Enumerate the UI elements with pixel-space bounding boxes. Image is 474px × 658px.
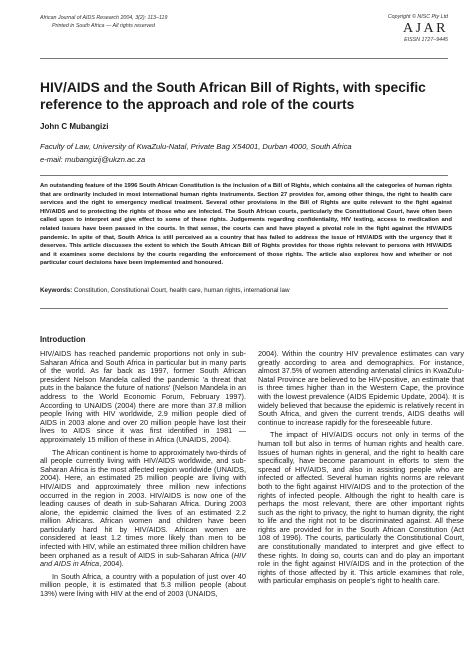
journal-masthead <box>388 14 448 44</box>
body-text: , 2004). <box>99 559 124 569</box>
article-title: HIV/AIDS and the South African Bill of Rights, with specific reference to the approach and role of the courts <box>40 80 426 112</box>
body-paragraph: In South Africa, a country with a population of just over 40 million people, it is estimated that 5.3 million people (about 13%) were living with HIV at the end of 2003 (UNAIDS, <box>40 571 246 599</box>
abstract-top-divider <box>40 175 448 176</box>
body-paragraph: 2004). Within the country HIV prevalence estimates can vary greatly according to area and demographics. For instance, almost 37.5% of women attending antenatal clinics in KwaZulu-Natal Province are believed to be HIV-positive, an estimate that is three times higher than in the Western Cape, the province with the lowest prevalence (AIDS Epidemic Update, 2004). It is widely believed that because the epidemic is relatively recent in South Africa, and given the current trends, AIDS deaths will continue to increase rapidly for the foreseeable future. <box>258 349 464 427</box>
author-affiliation: Faculty of Law, University of KwaZulu-Natal, Private Bag X54001, Durban 4000, South Africa <box>40 142 352 151</box>
body-paragraph: HIV/AIDS has reached pandemic proportions not only in sub-Saharan Africa and South Africa in particular but in many parts of the world. As far back as 1997, former South African president Nelson Mandela called the pandemic 'a threat that puts in the balance the future of nations' (Nelson Mandela in an address to the World Economic Forum, February 1997). According to UNAIDS (2004) there are more than 37.8 million people living with HIV worldwide, 2.9 million people died of AIDS in 2003 alone and over 20 million people have lost their lives to AIDS since it was first identified in 1981 — approximately 15 million of these in Africa (UNAIDS, 2004). <box>40 349 246 444</box>
printed-notice: Printed in South Africa — All rights reserved <box>52 22 155 29</box>
copyright-notice: Copyright © NISC Pty Ltd <box>387 14 448 20</box>
journal-logo: AJAR <box>402 21 448 36</box>
body-text: The African continent is home to approximately two-thirds of all people currently living with HIV/AIDS worldwide, and sub-Saharan Africa is the most affected region worldwide (UNAIDS, 2004). Here, an estimated 25 million people are living with HIV/AIDS and approximately three million new infections occurred in the region in 2003. HIV/AIDS is now one of the leading causes of death in sub-Saharan Africa. During 2003 alone, the epidemic claimed the lives of an estimated 2.2 million Africans. African women and children have been particularly hard hit by HIV/AIDS. African women are considered at least 1.2 times more likely than men to be infected with HIV, while an estimated three million children have been orphaned as a result of AIDS in sub-Saharan Africa ( <box>40 447 246 560</box>
keywords-list: Constitution, Constitutional Court, health care, human rights, international law <box>73 287 290 294</box>
abstract-bottom-divider <box>40 308 448 309</box>
issn-number: EISSN 1727–9445 <box>404 37 448 43</box>
keywords-label: Keywords: <box>40 287 73 294</box>
journal-header <box>40 15 167 30</box>
body-paragraph: The impact of HIV/AIDS occurs not only in terms of the human toll but also in terms of human rights and health care. Issues of human rights in general, and the right to health care specifically, have become paramount in efforts to stem the spread of HIV/AIDS, and also in assisting people who are infected or affected. Several human rights norms are relevant both to the fight against HIV/AIDS and to the protection of the rights of infected people. Although the right to health care is perhaps the most relevant, there are other important rights such as the right to privacy, the right to human dignity, the right to life and the right not to be discriminated against. All these rights are provided for in the South African Constitution (Act 108 of 1996). The courts, particularly the Constitutional Court, are constitutionally mandated to interpret and give effect to these rights. In doing so, courts can and do play an important role in the fight against HIV/AIDS and in the protection of the rights of those affected by it. This article examines that role, with particular emphasis on people's right to health care. <box>258 430 464 586</box>
author-affiliation-block <box>40 141 460 166</box>
section-heading-introduction: Introduction <box>40 335 86 344</box>
author-email: e-mail: mubangizij@ukzn.ac.za <box>40 154 146 164</box>
header-divider <box>40 58 448 59</box>
keywords-line <box>40 287 452 296</box>
body-column-left <box>40 350 246 603</box>
cited-title: HIV and AIDS in Africa <box>40 550 246 569</box>
article-author: John C Mubangizi <box>40 122 109 131</box>
body-column-right <box>258 350 464 590</box>
article-abstract: An outstanding feature of the 1996 South African Constitution is the inclusion of a Bill of Rights, which contains all the categories of human rights that are ordinarily included in most international human rights instruments. Section 27 provides for, among other things, the right to health care services and the right to emergency medical treatment. Several other provisions in the Bill of Rights are quite relevant to the fight against HIV/AIDS and to protecting the rights of those who are infected. The South African courts, particularly the Constitutional Court, have often been called upon to interpret and give effect to some of these rights. Judgements regarding confidentiality, HIV testing, access to medication and related issues have been passed in the courts. In that sense, the courts can and have played a pivotal role in the fight against the HIV/AIDS pandemic. In spite of that, South Africa is still perceived as a country that has failed to address the issue of HIV/AIDS with the urgency that it deserves. This article discusses the extent to which the South African Bill of Rights provides for those rights relevant to persons with HIV/AIDS and it examines some decisions by the courts regarding the enforcement of those rights. The article also explores how and whether or not particular court decisions have been implemented and honoured. <box>40 183 452 267</box>
journal-citation: African Journal of AIDS Research 2004, 3(2): 113–119 <box>40 15 168 21</box>
body-paragraph <box>40 449 246 569</box>
